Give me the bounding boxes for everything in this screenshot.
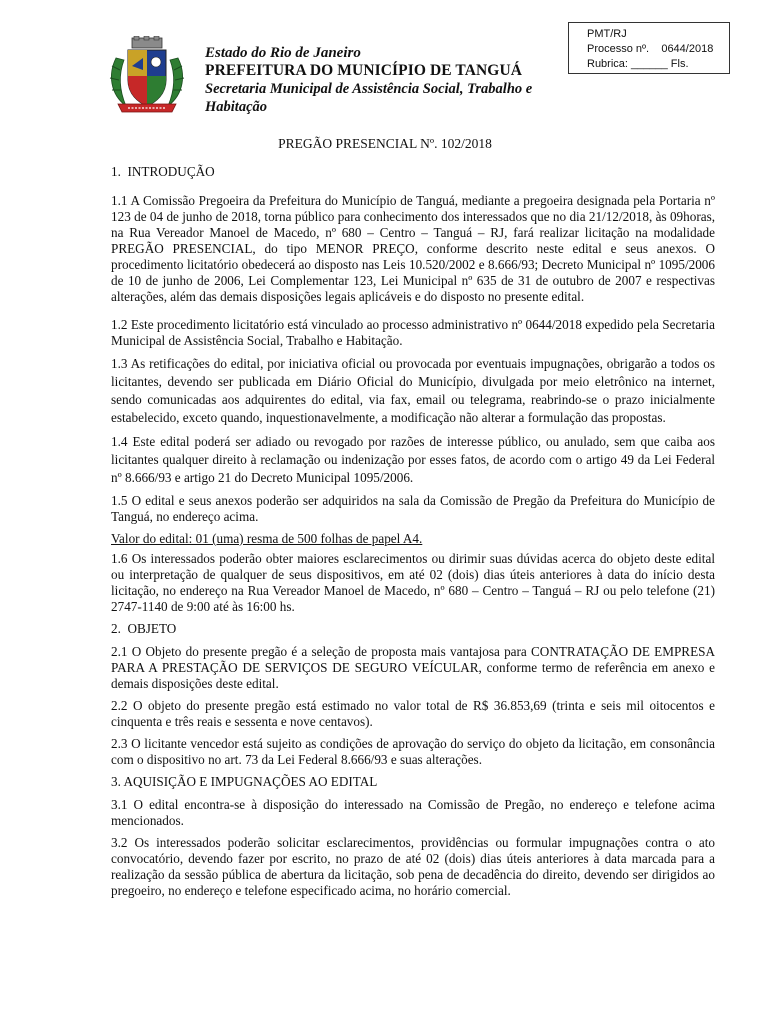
paragraph-2-2: 2.2 O objeto do presente pregão está estimado no valor total de R$ 36.853,69 (trinta e seis mil oitocentos e cinquenta e três reais e sessenta e nove centavos). xyxy=(111,698,715,729)
paragraph-1-5: 1.5 O edital e seus anexos poderão ser adquiridos na sala da Comissão de Pregão da Prefeitura do Município de Tanguá, no endereço acima. xyxy=(111,493,715,524)
paragraph-1-3: 1.3 As retificações do edital, por iniciativa oficial ou provocada por eventuais impugnações, obrigarão a todos os licitantes, devendo ser publicada em Diário Oficial do Município, divulgada por meio eletrônico na internet, sendo comunicadas aos adquirentes do edital, via fax, email ou telegrama, reabrindo-se o prazo inicialmente estabelecido, exceto quando, inquestionavelmente, a modificação não alterar a formulação das propostas. xyxy=(111,356,715,425)
paragraph-3-1: 3.1 O edital encontra-se à disposição do interessado na Comissão de Pregão, no endereço e telefone acima mencionados. xyxy=(111,797,715,828)
document-body xyxy=(111,164,715,905)
state-name: Estado do Rio de Janeiro xyxy=(205,45,361,61)
paragraph-1-1: 1.1 A Comissão Pregoeira da Prefeitura do Município de Tanguá, mediante a pregoeira designada pela Portaria nº 123 de 04 de junho de 2018, torna público para conhecimento dos interessados que no dia 21/12/2018, às 09horas, na Rua Vereador Manoel de Macedo, nº 680 – Centro – Tanguá – RJ, fará realizar licitação na modalidade PREGÃO PRESENCIAL, do tipo MENOR PREÇO, conforme descrito neste edital e seus anexos. O procedimento licitatório obedecerá ao disposto nas Leis 10.520/2002 e 8.666/93; Decreto Municipal nº 1095/2006 de 10 de junho de 2006, Lei Complementar 123, Lei Municipal nº 635 de 31 de outubro de 2007 e respectivas alterações, além das demais disposições legais aplicáveis e do disposto no presente edital. xyxy=(111,193,715,304)
section-heading-3: 3. AQUISIÇÃO E IMPUGNAÇÕES AO EDITAL xyxy=(111,774,378,789)
stamp-line-2: Processo nº. 0644/2018 xyxy=(587,43,714,55)
paragraph-2-3: 2.3 O licitante vencedor está sujeito as condições de aprovação do serviço do objeto da licitação, em consonância com o dispositivo no art. 73 da Lei Federal 8.666/93 e suas alterações. xyxy=(111,736,715,767)
secretariat-name-line2: Habitação xyxy=(205,99,268,115)
process-stamp-box xyxy=(568,22,730,74)
paragraph-2-1: 2.1 O Objeto do presente pregão é a seleção de proposta mais vantajosa para CONTRATAÇÃO DE EMPRESA PARA A PRESTAÇÃO DE SERVIÇOS DE SEGURO VEÍCULAR, conforme termo de referência em anexo e demais disposições deste edital. xyxy=(111,644,715,691)
section-heading-1: 1. INTRODUÇÃO xyxy=(111,164,215,179)
paragraph-3-2: 3.2 Os interessados poderão solicitar esclarecimentos, providências ou formular impugnações contra o ato convocatório, devendo fazer por escrito, no prazo de até 02 (dois) dias úteis anteriores à data marcada para a realização da sessão pública de abertura da licitação, sob pena de decadência do direito, devendo ser dirigidos ao pregoeiro, no endereço e telefone especificado acima, no horário comercial. xyxy=(111,835,715,898)
paragraph-1-4: 1.4 Este edital poderá ser adiado ou revogado por razões de interesse público, ou anulado, sem que caiba aos licitantes qualquer direito à reclamação ou indenização por esses fatos, de acordo com o artigo 49 da Lei Federal nº 8.666/93 e artigo 21 do Decreto Municipal 1095/2006. xyxy=(111,434,715,485)
stamp-line-3: Rubrica: ______ Fls. xyxy=(587,58,689,70)
edital-value-note: Valor do edital: 01 (uma) resma de 500 folhas de papel A4. xyxy=(111,531,423,546)
paragraph-1-2: 1.2 Este procedimento licitatório está vinculado ao processo administrativo nº 0644/2018 expedido pela Secretaria Municipal de Assistência Social, Trabalho e Habitação. xyxy=(111,317,715,348)
paragraph-1-6: 1.6 Os interessados poderão obter maiores esclarecimentos ou dirimir suas dúvidas acerca do objeto deste edital ou interpretação de qualquer de seus dispositivos, em até 02 (dois) dias úteis anteriores à data do início desta licitação, no endereço na Rua Vereador Manoel de Macedo, nº 680 – Centro – Tanguá – RJ ou pelo telefone (21) 2747-1140 de 9:00 até às 16:00 hs. xyxy=(111,551,715,614)
header-block xyxy=(205,44,565,116)
coat-of-arms-icon xyxy=(106,36,188,116)
section-heading-2: 2. OBJETO xyxy=(111,621,177,636)
secretariat-name-line1: Secretaria Municipal de Assistência Social, Trabalho e xyxy=(205,81,533,97)
stamp-line-1: PMT/RJ xyxy=(587,28,627,40)
document-title: PREGÃO PRESENCIAL Nº. 102/2018 xyxy=(278,136,492,151)
city-hall-name: PREFEITURA DO MUNICÍPIO DE TANGUÁ xyxy=(205,62,523,79)
